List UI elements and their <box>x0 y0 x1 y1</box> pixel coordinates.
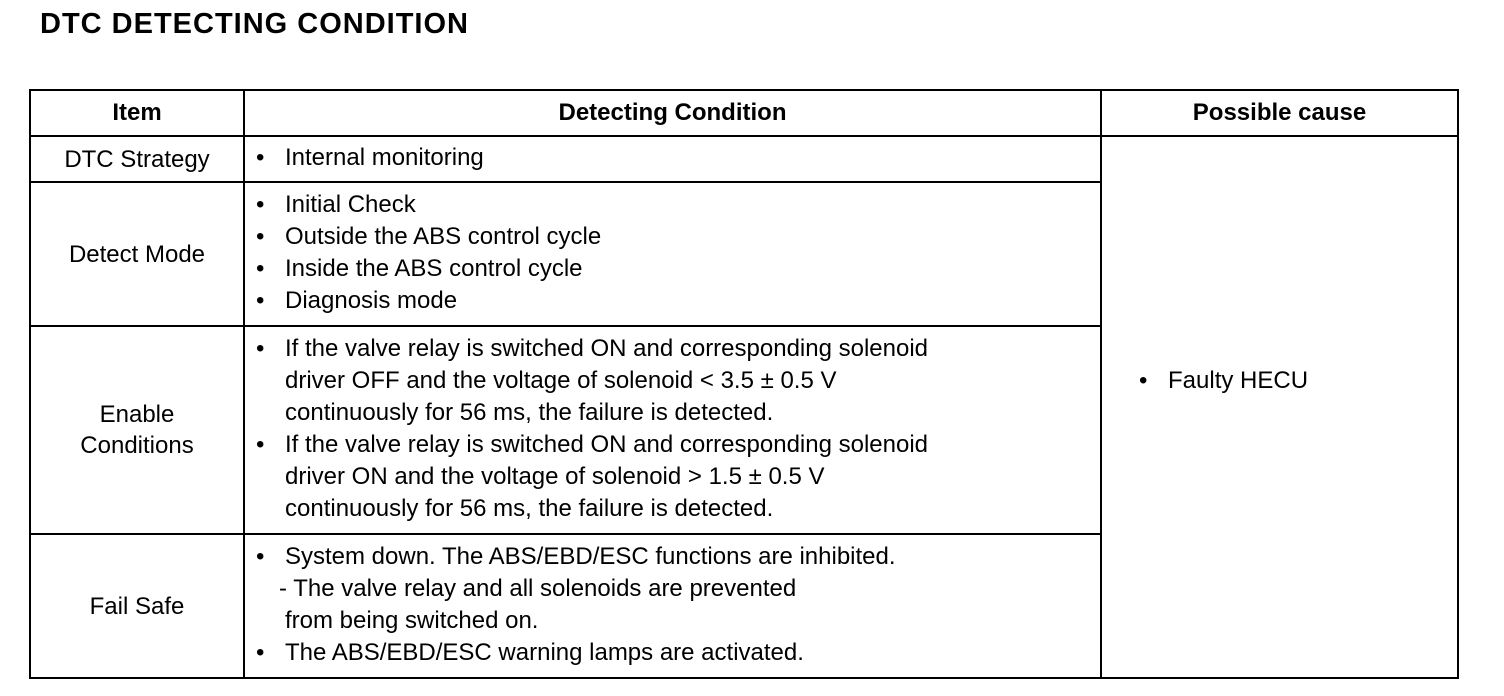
condition-line: • System down. The ABS/EBD/ESC functions are inhibited. <box>285 541 1090 573</box>
bullet-icon: • <box>256 223 265 250</box>
bullet-icon: • <box>256 335 265 362</box>
condition-line: - The valve relay and all solenoids are prevented <box>279 575 797 602</box>
bullet-icon: • <box>256 191 265 218</box>
condition-fail-safe <box>244 534 1101 678</box>
bullet-icon: • <box>256 639 265 666</box>
condition-line: • Diagnosis mode <box>285 285 1090 317</box>
item-dtc-strategy: DTC Strategy <box>30 136 244 182</box>
condition-line: • Outside the ABS control cycle <box>285 221 1090 253</box>
header-item: Item <box>30 90 244 136</box>
condition-line: • Initial Check <box>285 189 1090 221</box>
condition-detect-mode <box>244 182 1101 326</box>
condition-line: continuously for 56 ms, the failure is detected. <box>285 495 774 522</box>
condition-line: driver OFF and the voltage of solenoid < 3.5 ± 0.5 V <box>285 367 837 394</box>
table-header-row <box>30 90 1458 136</box>
condition-line: driver ON and the voltage of solenoid > 1.5 ± 0.5 V <box>285 463 825 490</box>
bullet-icon: • <box>256 255 265 282</box>
condition-line: from being switched on. <box>285 607 539 634</box>
possible-cause-text: Faulty HECU <box>1168 367 1309 394</box>
condition-line: • Internal monitoring <box>285 142 1090 174</box>
page-title: DTC DETECTING CONDITION <box>40 8 469 40</box>
item-enable-line1: Enable <box>99 401 175 428</box>
condition-line: • Inside the ABS control cycle <box>285 253 1090 285</box>
table-row <box>30 136 1458 182</box>
item-enable-conditions <box>30 326 244 534</box>
condition-line: • If the valve relay is switched ON and corresponding solenoid <box>285 429 1090 461</box>
item-detect-mode: Detect Mode <box>30 182 244 326</box>
bullet-icon: • <box>1139 367 1148 394</box>
header-detecting-condition: Detecting Condition <box>244 90 1101 136</box>
bullet-icon: • <box>256 543 265 570</box>
condition-enable-conditions <box>244 326 1101 534</box>
bullet-icon: • <box>256 287 265 314</box>
condition-dtc-strategy <box>244 136 1101 182</box>
bullet-icon: • <box>256 144 265 171</box>
condition-line: continuously for 56 ms, the failure is detected. <box>285 399 774 426</box>
bullet-icon: • <box>256 431 265 458</box>
item-enable-line2: Conditions <box>80 432 194 459</box>
condition-line: • If the valve relay is switched ON and corresponding solenoid <box>285 333 1090 365</box>
item-fail-safe: Fail Safe <box>30 534 244 678</box>
header-possible-cause: Possible cause <box>1101 90 1458 136</box>
dtc-table <box>29 89 1459 679</box>
possible-cause <box>1139 367 1457 395</box>
condition-line: • The ABS/EBD/ESC warning lamps are activated. <box>285 637 1090 669</box>
possible-cause-cell <box>1101 136 1458 678</box>
